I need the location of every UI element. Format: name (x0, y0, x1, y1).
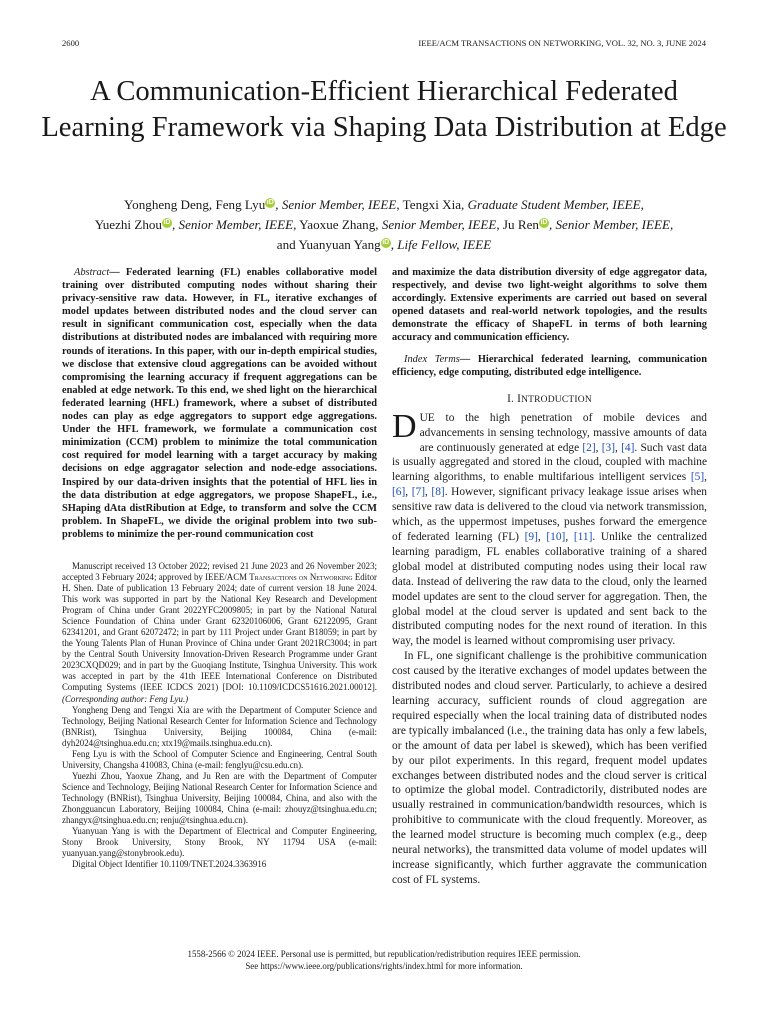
doi-line: Digital Object Identifier 10.1109/TNET.2024.3363916 (72, 859, 267, 870)
body-text: UE to the high penetration of mobile devices and advancements in sensing technology, massive amounts of data are continuously generated at edge (419, 411, 707, 454)
author-rank: , Graduate Student Member, IEEE, (461, 197, 644, 212)
author-names: , Ju Ren (496, 217, 539, 232)
citation-link[interactable]: [8] (431, 486, 445, 499)
corresponding-author: (Corresponding author: Feng Lyu.) (62, 693, 189, 704)
citation-link[interactable]: [4] (621, 441, 635, 454)
section-number: I. (507, 392, 518, 405)
citation-link[interactable]: [5] (690, 471, 705, 484)
abstract-continued: and maximize the data distribution diversity of edge aggregator data, respectively, and devise two light-weight algorithms to solve them accordingly. Extensive experiments are carried out based on several opened datasets and real-world network topologies, and the results demonstrate the efficacy of ShapeFL in terms of both learning accuracy and communication efficiency. (392, 267, 707, 344)
intro-paragraph: In FL, one significant challenge is the prohibitive communication cost caused by the iterative exchanges of model updates between the distributed nodes and cloud server. Particularly, to achieve a desired learning accuracy, sufficient rounds of cloud aggregation are required especially when the local training data of distributed nodes are typically imbalanced (i.e., the training data has only a few labels, or the amount of data per label is skewed), which has been verified by our pilot experiments. In this regard, frequent model updates exchanges between distributed nodes and the cloud server is critical to optimize the global model. Contradictorily, distributed nodes are usually restrained in communication/bandwidth resources, which is prohibitive to communicate with the cloud frequently. Moreover, as the learned model structure is becoming much complex (e.g., deep neural networks), the transmitted data volume of model updates will increase significantly, which further aggravate the communication cost of FL systems. (392, 650, 707, 886)
author-names: , Tengxi Xia (396, 197, 462, 212)
author-names: and Yuanyuan Yang (276, 237, 381, 252)
citation-link[interactable]: [3] (601, 441, 616, 454)
journal-info: IEEE/ACM TRANSACTIONS ON NETWORKING, VOL. 32, NO. 3, JUNE 2024 (418, 38, 706, 48)
section-title-initial: I (517, 392, 522, 405)
section-title-rest: NTRODUCTION (521, 394, 592, 405)
author-rank: , Life Fellow, IEEE (390, 237, 492, 252)
right-column (392, 266, 707, 888)
body-text: . However, significant privacy leakage issue arises when sensitive raw data is delivered to the cloud via network transmission, which, as the uppermost impetuses, pushes forward the emergence of federated learning (FL) (392, 486, 707, 543)
drop-cap: D (392, 407, 417, 445)
abstract-label: Abstract (74, 267, 110, 278)
citation-link[interactable]: [9] (524, 531, 538, 543)
footnote-manuscript (62, 561, 377, 705)
footnotes (62, 561, 377, 870)
author-rank: , Senior Member, IEEE, (548, 217, 674, 232)
copyright-footer (40, 948, 728, 972)
page-number: 2600 (62, 38, 80, 48)
citation-link[interactable]: [6] (392, 486, 406, 499)
orcid-icon[interactable]: iD (163, 218, 171, 226)
abstract-text: — Federated learning (FL) enables collaborative model training over distributed computing nodes without sharing their privacy-sensitive raw data. However, in FL, iterative exchanges of model updates between distributed nodes and the cloud server can result in significant communication cost, especially when the data distributions at distributed nodes are imbalanced with requiring more rounds of iterations. In this paper, with our in-depth empirical studies, we disclose that extensive cloud aggregations can be avoided without compromising the learning accuracy if frequent aggregations can be enabled at edge network. To this end, we shed light on the hierarchical federated learning (HFL) framework, where a subset of distributed nodes can play as edge aggregators to support edge aggregations. Under the HFL framework, we formulate a communication cost minimization (CCM) problem to minimize the total communication cost required for model learning with a target accuracy by making decisions on edge aggragator selection and node-edge associations. Inspired by our data-driven insights that the potential of HFL lies in the data distribution at edge aggregators, we propose ShapeFL, i.e., SHaping dAta distRibution at Edge, to transform and solve the CCM problem. In ShapeFL, we divide the original problem into two sub-problems to minimize the per-round communication cost (62, 267, 377, 540)
index-terms-text: — Hierarchical federated learning, communication efficiency, edge computing, distributed edge intelligence. (392, 353, 708, 378)
orcid-icon[interactable]: iD (382, 238, 390, 246)
citation-link[interactable]: [11] (573, 531, 593, 543)
paper-title: A Communication-Efficient Hierarchical Federated Learning Framework via Shaping Data Distribution at Edge (41, 76, 727, 143)
rights-link-line: See https://www.ieee.org/publications/rights/index.html for more information. (245, 961, 523, 971)
author-names: , Yaoxue Zhang (293, 217, 376, 232)
citation-link[interactable]: [2] (582, 441, 596, 454)
citation-link[interactable]: [10] (546, 531, 566, 543)
footnote-affiliation: Yuezhi Zhou, Yaoxue Zhang, and Ju Ren are with the Department of Computer Science and Technology, Beijing National Research Center for Information Science and Technology (BNRist), Tsinghua University, Beijing 100084, China, and also with the Zhongguancun Laboratory, Beijing 100084, China (e-mail: zhouyz@tsinghua.edu.cn; zhangyx@tsinghua.edu.cn; renju@tsinghua.edu.cn). (62, 770, 377, 826)
index-terms-label: Index Terms (404, 353, 460, 365)
footnote-affiliation: Feng Lyu is with the School of Computer Science and Engineering, Central South University, Changsha 410083, China (e-mail: fenglyu@csu.edu.cn). (62, 748, 377, 770)
index-terms (392, 353, 707, 379)
orcid-icon[interactable]: iD (540, 218, 548, 226)
footnote-affiliation: Yuanyuan Yang is with the Department of Electrical and Computer Engineering, Stony Brook University, Stony Brook, NY 11794 USA (e-mail: yuanyuan.yang@stonybrook.edu). (62, 826, 377, 859)
author-names: Yongheng Deng, Feng Lyu (124, 197, 266, 212)
author-rank: , Senior Member, IEEE (375, 217, 497, 232)
footnote-text: Manuscript received 13 October 2022; revised 21 June 2023 and 26 November 2023; accepted 3 February 2024; approved by IEEE/ACM (62, 560, 377, 583)
intro-paragraph: DUE to the high penetration of mobile devices and advancements in sensing technology, massive amounts of data are continuously generated at edge [2], [3], [4]. Such vast data is usually aggregated and stored in the cloud, coupled with machine learning algorithms, to enable multifarious intelligent services [5], [6], [7], [8]. However, significant privacy leakage issue arises when sensitive raw data is delivered to the cloud via network transmission, which, as the uppermost impetuses, pushes forward the emergence of federated learning (FL) [9], [10], [11]. Unlike the centralized learning paradigm, FL enables collaborative training of a shared global model at distributed computing nodes using their local raw data. Instead of delivering the raw data to the cloud, only the learned model updates are sent to the cloud server for aggregation. Then, the global model at the cloud server is updated and sent back to the distributed computing nodes for the next round of iteration. In this way, the model is learned without compromising user privacy. (392, 407, 707, 648)
copyright-line: 1558-2566 © 2024 IEEE. Personal use is permitted, but republication/redistribution requires IEEE permission. (187, 949, 581, 959)
left-column (62, 266, 377, 870)
orcid-icon[interactable]: iD (266, 198, 274, 206)
running-head (62, 38, 706, 52)
body-text: . Such vast data is usually aggregated and stored in the cloud, coupled with machine learning algorithms, to enable multifarious intelligent services (392, 441, 707, 484)
citation-link[interactable]: [7] (411, 486, 425, 499)
author-rank: , Senior Member, IEEE (275, 197, 397, 212)
author-rank: , Senior Member, IEEE (171, 217, 294, 232)
footnote-text: Editor H. Shen. Date of publication 13 February 2024; date of current version 18 June 2024. This work was supported in part by the National Key Research and Development Program of China under Grant 2022YFC2009805; in part by the National Natural Science Foundation of China under Grant 62320106006, Grant 62122095, Grant 62341201, and Grant 62072472; in part by 111 Project under Grant B18059; in part by the Young Talents Plan of Hunan Province of China under Grant 2021RC3004; in part by the Central South University Innovation-Driven Research Programme under Grant 2023CXQD029; and in part by the Guoqiang Institute, Tsinghua University. This work was accepted in part by the 41th IEEE International Conference on Distributed Computing Systems (IEEE ICDCS 2021) [DOI: 10.1109/ICDCS51616.2021.00012]. (62, 572, 378, 693)
abstract (62, 266, 377, 541)
body-text: . Unlike the centralized learning paradigm, FL enables collaborative training of a shared global model at distributed computing nodes using their local raw data. Instead of delivering the raw data to the cloud, only the learned model updates are sent to the cloud server for aggregation. Then, the global model at the cloud server is updated and sent back to the distributed computing nodes for the next round of iteration. In this way, the model is learned without compromising user privacy. (392, 531, 707, 648)
journal-name: Transactions on Networking (249, 572, 353, 583)
author-names: Yuezhi Zhou (94, 217, 162, 232)
author-list (40, 195, 728, 255)
section-heading (392, 393, 707, 405)
footnote-affiliation: Yongheng Deng and Tengxi Xia are with the Department of Computer Science and Technology, Beijing National Research Center for Information Science and Technology (BNRist), Tsinghua University, Beijing 100084, China (e-mail: dyh2024@tsinghua.edu.cn; xtx19@mails.tsinghua.edu.cn). (62, 704, 377, 748)
